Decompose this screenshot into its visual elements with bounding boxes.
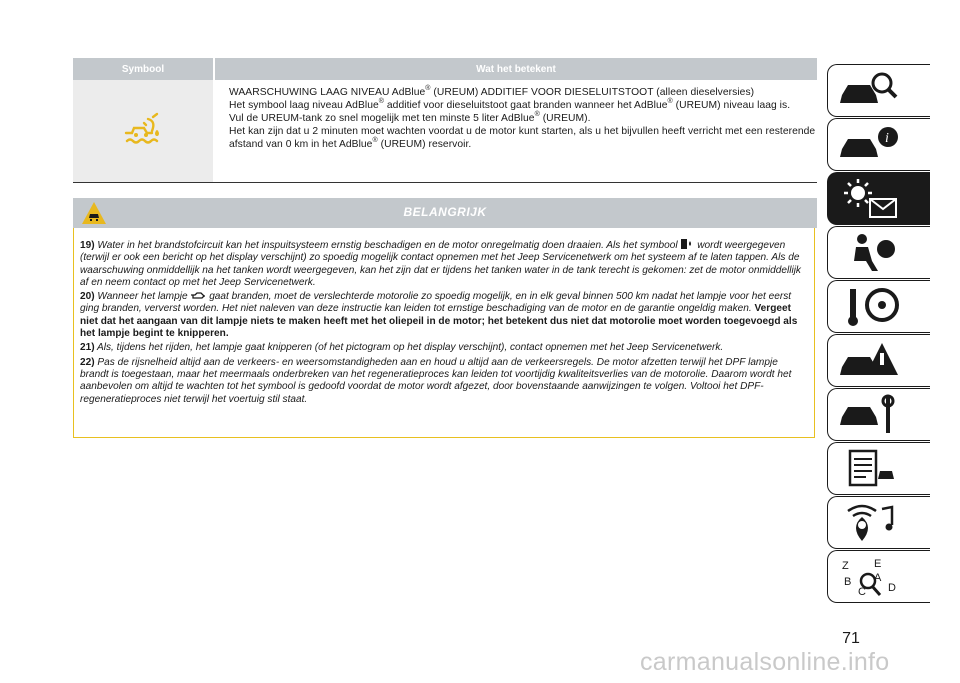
note-22: 22) Pas de rijsnelheid altijd aan de verkeers- en weersomstandigheden aan en houd u altijd aan de verkeersregels. De motor afzetten terwijl het DPF lampje brandt is toegestaan, maar het meermaals onderbreken van het regeneratieproces kan leiden tot voortijdig kwaliteitsverlies van de motorolie. Daarom wordt het aanbevolen om altijd te wachten tot het symbool is gedoofd voordat de motor wordt afgezet, door bovenstaande aanwijzingen te volgen. Voltooi het DPF-regeneratieproces niet terwijl het voertuig stil staat. bbox=[80, 356, 792, 405]
important-title: BELANGRIJK bbox=[403, 205, 487, 219]
chapter-tab-car-info[interactable] bbox=[827, 118, 930, 171]
symbol-table-row bbox=[73, 80, 817, 183]
chapter-tab-specs[interactable] bbox=[827, 442, 930, 495]
svg-text:D: D bbox=[888, 582, 896, 594]
airbag-person-icon bbox=[836, 231, 906, 275]
chapter-tab-multimedia[interactable] bbox=[827, 496, 930, 549]
note-20: 20) Wanneer het lampje gaat branden, moet de verslechterde motorolie zo spoedig mogelijk, en in elk geval binnen 500 km nadat het lampje voor het eerst ging branden, ververst worden. Het niet naleven van deze instructie kan leiden tot ernstige beschadiging van de motor en de garantie ongeldig maken. Vergeet niet dat het aangaan van dit lampje niets te maken heeft met het oliepeil in de motor; het betekent dus niet dat motorolie moet worden toegevoegd als het lampje begint te knipperen. bbox=[80, 291, 798, 340]
svg-text:A: A bbox=[874, 572, 882, 584]
warning-light-message-icon bbox=[836, 177, 906, 221]
water-in-fuel-icon bbox=[680, 238, 694, 250]
chapter-tab-car-search[interactable] bbox=[827, 64, 930, 117]
chapter-tab-emergency[interactable] bbox=[827, 334, 930, 387]
car-info-icon bbox=[836, 123, 906, 167]
symbol-table-header bbox=[73, 58, 817, 80]
page-number: 71 bbox=[842, 630, 860, 647]
svg-text:C: C bbox=[858, 586, 866, 598]
meaning-line-2: Het symbool laag niveau AdBlue® additief voor dieseluitstoot gaat branden wanneer het AdBlue® (UREUM) niveau laag is. bbox=[229, 98, 791, 111]
engine-oil-degradation-icon bbox=[190, 291, 206, 301]
index-icon bbox=[836, 555, 906, 599]
svg-text:i: i bbox=[885, 131, 889, 146]
important-header bbox=[73, 198, 817, 228]
multimedia-icon bbox=[836, 501, 906, 545]
chapter-tab-starting[interactable] bbox=[827, 280, 930, 333]
chapter-tab-warning-lights[interactable] bbox=[827, 172, 930, 225]
svg-text:E: E bbox=[874, 558, 882, 570]
meaning-line-3: Vul de UREUM-tank zo snel mogelijk met ten minste 5 liter AdBlue® (UREUM). bbox=[229, 111, 591, 124]
note-19: 19) Water in het brandstofcircuit kan het inspuitsysteem ernstig beschadigen en de motor onregelmatig doen draaien. Als het symbool wordt weergegeven (terwijl er ook een bericht op het display verschijnt) zo spoedig mogelijk contact opnemen met het Jeep Servicenetwerk om het systeem af te laten tappen. Als de waarschuwing onmiddellijk na het tanken wordt weergegeven, kan het zijn dat er tijdens het tanken water in de tank terecht is gekomen: zet de motor onmiddellijk af en neem contact op met het Jeep Servicenetwerk. bbox=[80, 240, 801, 288]
steering-start-icon bbox=[836, 285, 906, 329]
col-symbol-header: Symbool bbox=[73, 58, 213, 80]
note-21: 21) Als, tijdens het rijden, het lampje gaat knipperen (of het pictogram op het display verschijnt), contact opnemen met het Jeep Servicenetwerk. bbox=[80, 342, 724, 354]
meaning-cell bbox=[215, 80, 817, 182]
adblue-low-level-warning-icon bbox=[122, 111, 164, 151]
svg-text:B: B bbox=[844, 576, 852, 588]
car-emergency-icon bbox=[836, 339, 906, 383]
watermark: carmanualsonline.info bbox=[640, 648, 890, 676]
spec-sheet-icon bbox=[836, 447, 906, 491]
chapter-tab-service[interactable] bbox=[827, 388, 930, 441]
chapter-tab-safety[interactable] bbox=[827, 226, 930, 279]
car-search-icon bbox=[836, 69, 906, 113]
meaning-line-4: Het kan zijn dat u 2 minuten moet wachten voordat u de motor kunt starten, als u het bijvullen heeft verricht met een resterende afstand van 0 km in het AdBlue® (UREUM) reservoir. bbox=[229, 126, 816, 150]
symbol-cell bbox=[73, 80, 213, 182]
important-box bbox=[73, 228, 815, 438]
col-meaning-header: Wat het betekent bbox=[215, 58, 817, 80]
svg-text:Z: Z bbox=[842, 560, 849, 572]
car-service-icon bbox=[836, 393, 906, 437]
chapter-tab-index[interactable] bbox=[827, 550, 930, 603]
meaning-title: WAARSCHUWING LAAG NIVEAU AdBlue® (UREUM) ADDITIEF VOOR DIESELUITSTOOT (alleen dieselversies) bbox=[229, 85, 755, 98]
